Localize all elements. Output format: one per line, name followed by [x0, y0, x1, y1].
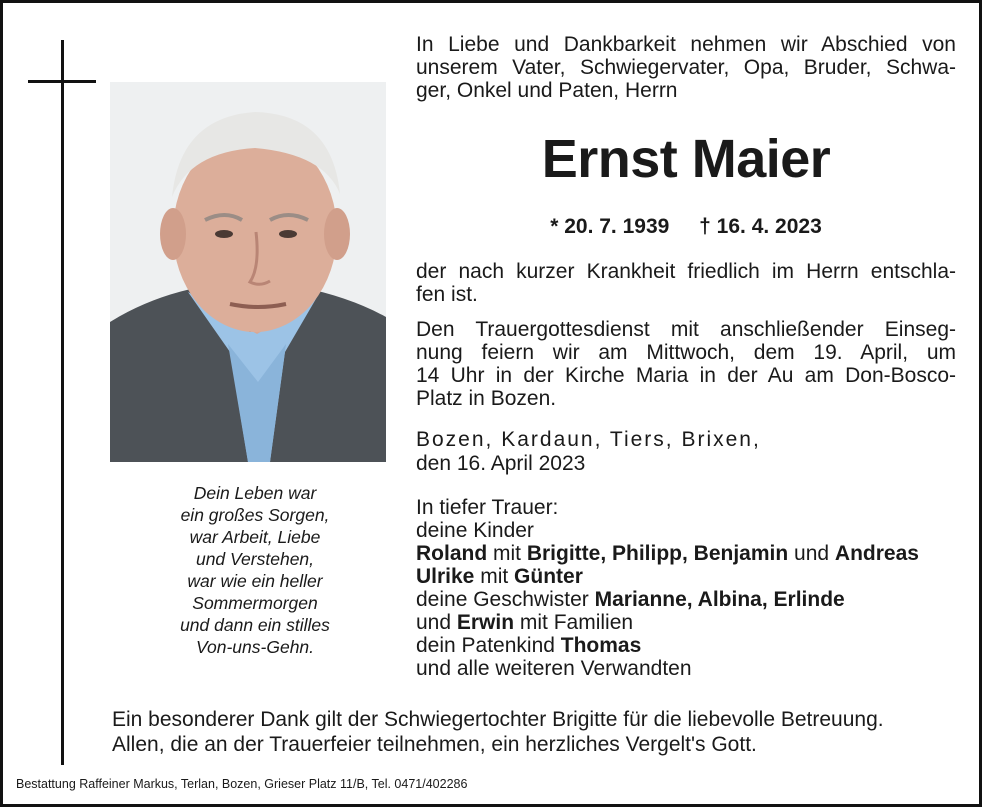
- intro-line: In Liebe und Dankbarkeit nehmen wir Abschied von: [416, 33, 956, 56]
- funeral-service: [416, 318, 956, 410]
- thanks-line: Allen, die an der Trauerfeier teilnehmen, ein herzliches Vergelt's Gott.: [112, 733, 757, 756]
- died-line: der nach kurzer Krankheit friedlich im Herrn entschla-: [416, 260, 956, 283]
- poem-line: war wie ein heller: [187, 571, 323, 591]
- mourner-line: [416, 565, 956, 588]
- mourner-name: Brigitte, Philipp, Benjamin: [526, 542, 789, 565]
- mourner-line: [416, 588, 956, 611]
- notice-date: den 16. April 2023: [416, 452, 586, 475]
- mourner-connector: deine Geschwister: [416, 588, 595, 611]
- mourner-line: [416, 611, 956, 634]
- mourner-connector: mit Familien: [514, 611, 634, 634]
- mourner-name: Andreas: [834, 542, 919, 565]
- poem-line: und dann ein stilles: [180, 615, 330, 635]
- mourner-connector: mit: [487, 542, 527, 565]
- death-notice: [416, 260, 956, 306]
- portrait-photo: [110, 82, 386, 462]
- service-line: 14 Uhr in der Kirche Maria in der Au am Don-Bosco-: [416, 364, 956, 387]
- mourner-name: Roland: [416, 542, 488, 565]
- life-dates: [416, 214, 956, 240]
- mourner-name: Erwin: [456, 611, 515, 634]
- mourner-connector: dein Patenkind: [416, 634, 561, 657]
- mourner-connector: und: [416, 611, 457, 634]
- mourner-name: Ulrike: [416, 565, 475, 588]
- thanks-text: [112, 707, 962, 757]
- mourner-line: und alle weiteren Verwandten: [416, 657, 692, 680]
- poem-line: Sommermorgen: [192, 593, 318, 613]
- mourner-line: [416, 634, 956, 657]
- places: Bozen, Kardaun, Tiers, Brixen,: [416, 428, 761, 451]
- service-line: Platz in Bozen.: [416, 387, 557, 410]
- mourner-name: Günter: [514, 565, 583, 588]
- mourner-line: [416, 542, 956, 565]
- mourner-name: Thomas: [560, 634, 642, 657]
- intro-line: unserem Vater, Schwiegervater, Opa, Bruder, Schwa-: [416, 56, 956, 79]
- service-line: Den Trauergottesdienst mit anschließender Einseg-: [416, 318, 956, 341]
- memorial-poem: [110, 482, 400, 658]
- children-label: deine Kinder: [416, 519, 534, 542]
- funeral-home-footer: Bestattung Raffeiner Markus, Terlan, Bozen, Grieser Platz 11/B, Tel. 0471/402286: [16, 777, 468, 791]
- poem-line: ein großes Sorgen,: [180, 505, 330, 525]
- poem-line: und Verstehen,: [195, 549, 315, 569]
- mourner-connector: und: [788, 542, 835, 565]
- deceased-name: Ernst Maier: [541, 129, 831, 189]
- death-date: † 16. 4. 2023: [699, 215, 822, 238]
- died-line: fen ist.: [416, 283, 478, 306]
- poem-line: Von-uns-Gehn.: [195, 637, 315, 657]
- intro-text: [416, 33, 956, 102]
- poem-line: Dein Leben war: [193, 483, 317, 503]
- birth-date: * 20. 7. 1939: [550, 215, 670, 238]
- service-line: nung feiern wir am Mittwoch, dem 19. April, um: [416, 341, 956, 364]
- intro-line: ger, Onkel und Paten, Herrn: [416, 79, 678, 102]
- mourner-name: Marianne, Albina, Erlinde: [594, 588, 845, 611]
- mourners-list: [416, 496, 956, 680]
- poem-line: war Arbeit, Liebe: [189, 527, 321, 547]
- mourner-connector: mit: [474, 565, 515, 588]
- thanks-line: Ein besonderer Dank gilt der Schwiegertochter Brigitte für die liebevolle Betreuung.: [112, 708, 884, 731]
- mourners-heading: In tiefer Trauer:: [416, 496, 559, 519]
